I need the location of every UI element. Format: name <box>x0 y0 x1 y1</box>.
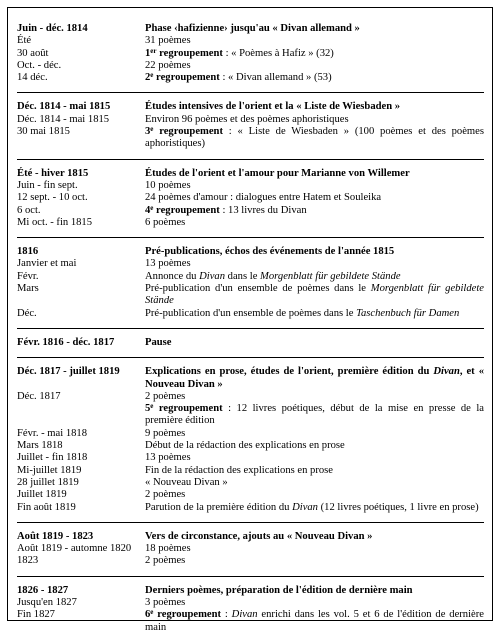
ordinal-suffix: e <box>150 125 154 134</box>
entry-text: Annonce du <box>145 270 200 282</box>
entry-row <box>17 489 484 501</box>
entry-date: Oct. - déc. <box>17 59 62 71</box>
period-title <box>145 366 484 391</box>
entry-text: « Nouveau Divan » <box>145 476 228 488</box>
entry-row <box>17 452 484 464</box>
entry-italic: Divan <box>231 609 258 621</box>
entry-text: Fin de la rédaction des explications en prose <box>145 464 333 476</box>
entry-row <box>17 308 484 320</box>
period-title <box>145 337 484 349</box>
entry-date: Juillet 1819 <box>17 489 67 501</box>
entry-text-2: dans le <box>225 270 261 282</box>
period-section <box>17 159 484 237</box>
entry-row <box>17 428 484 440</box>
entry-description <box>145 452 484 464</box>
period-title <box>145 585 484 597</box>
entry-text: Pré-publication d'un ensemble de poèmes dans le <box>145 283 371 295</box>
entry-description <box>145 543 484 555</box>
entry-description <box>145 597 484 609</box>
entry-row <box>17 205 484 217</box>
entry-italic: Morgenblatt für gebildete Stände <box>145 283 484 307</box>
period-title-text: Vers de circonstance, ajouts au « Nouveau Divan » <box>145 530 373 542</box>
entry-date: Jusqu'en 1827 <box>17 596 77 608</box>
entry-text: 31 poèmes <box>145 35 191 47</box>
entry-text: 6 poèmes <box>145 216 186 228</box>
period-header <box>17 585 484 597</box>
period-header <box>17 101 484 113</box>
entry-date: Mars 1818 <box>17 440 63 452</box>
entry-text: 24 poèmes d'amour : dialogues entre Hatem et Souleika <box>145 192 382 204</box>
entry-text: : 13 livres du Divan <box>219 204 307 216</box>
entry-row <box>17 72 484 84</box>
entry-text: 2 poèmes <box>145 489 186 501</box>
period-title <box>145 168 484 180</box>
entry-date: 14 déc. <box>17 72 48 84</box>
period-title <box>145 531 484 543</box>
period-title-text: Explications en prose, études de l'orient, première édition du <box>145 366 434 378</box>
entry-row <box>17 543 484 555</box>
entry-date: Janvier et mai <box>17 258 77 270</box>
period-title <box>145 246 484 258</box>
ordinal-suffix: e <box>150 402 154 411</box>
period-section <box>17 328 484 357</box>
entry-description <box>145 555 484 567</box>
entry-date: 12 sept. - 10 oct. <box>17 192 88 204</box>
entry-description <box>145 72 484 84</box>
period-section <box>17 237 484 328</box>
entry-date: 30 août <box>17 47 49 59</box>
entry-date: 6 oct. <box>17 204 41 216</box>
entry-description <box>145 60 484 72</box>
entry-row <box>17 126 484 151</box>
entry-description <box>145 308 484 320</box>
entry-date <box>17 403 145 428</box>
entry-date: Été <box>17 35 32 47</box>
ordinal-suffix: e <box>150 71 154 80</box>
entry-date: Mi oct. - fin 1815 <box>17 216 93 228</box>
entry-date: Févr. <box>17 270 39 282</box>
entry-text: Parution de la première édition du <box>145 501 293 513</box>
period-range: Févr. 1816 - déc. 1817 <box>17 336 115 348</box>
entry-date: Juillet - fin 1818 <box>17 452 88 464</box>
entry-description <box>145 489 484 501</box>
entry-description <box>145 502 484 514</box>
entry-date: Fin août 1819 <box>17 501 76 513</box>
entry-text-2: enrichi dans les vol. 5 et 6 de l'édition de dernière main <box>145 609 484 633</box>
entry-italic: Divan <box>199 270 226 282</box>
period-title-tail: , et « Nouveau Divan » <box>145 366 484 390</box>
period-section <box>17 522 484 576</box>
entry-row <box>17 555 484 567</box>
entry-row <box>17 440 484 452</box>
entry-text: 13 poèmes <box>145 452 191 464</box>
period-section <box>17 23 484 92</box>
entry-description <box>145 403 484 428</box>
entry-description <box>145 35 484 47</box>
entry-description <box>145 258 484 270</box>
ordinal-suffix: er <box>150 46 157 55</box>
entry-italic: Divan <box>292 501 318 513</box>
regroupement-label: 5e regroupement <box>145 402 223 415</box>
entry-date: Mi-juillet 1819 <box>17 464 82 476</box>
period-range: Juin - déc. 1814 <box>17 23 88 34</box>
period-title-italic: Divan <box>433 366 460 378</box>
entry-text: 22 poèmes <box>145 59 191 71</box>
regroupement-label: 6e regroupement <box>145 608 222 621</box>
entry-row <box>17 502 484 514</box>
entry-date: Déc. 1814 - mai 1815 <box>17 113 110 125</box>
entry-text: Début de la rédaction des explications en prose <box>145 440 345 452</box>
period-range: Déc. 1817 - juillet 1819 <box>17 366 120 378</box>
entry-description <box>145 477 484 489</box>
period-title <box>145 23 484 35</box>
entry-date: 1823 <box>17 555 39 567</box>
entry-row <box>17 271 484 283</box>
entry-description <box>145 48 484 60</box>
entry-text: 3 poèmes <box>145 596 186 608</box>
entry-text: 2 poèmes <box>145 390 186 402</box>
period-title-text: Études de l'orient et l'amour pour Marianne von Willemer <box>145 167 410 179</box>
entry-text: : « Poèmes à Hafiz » (32) <box>222 47 334 59</box>
entry-row <box>17 283 484 308</box>
period-range: Été - hiver 1815 <box>17 167 89 179</box>
entry-text: 13 poèmes <box>145 258 191 270</box>
entry-description <box>145 465 484 477</box>
entry-description <box>145 126 484 151</box>
period-title-text: Phase ‹hafizienne› jusqu'au « Divan allemand » <box>145 23 360 34</box>
entry-description <box>145 283 484 308</box>
entry-row <box>17 597 484 609</box>
regroupement-label: 1er regroupement <box>145 46 223 59</box>
entry-row <box>17 258 484 270</box>
entry-description <box>145 180 484 192</box>
entry-row <box>17 609 484 634</box>
period-header <box>17 337 484 349</box>
entry-description <box>145 114 484 126</box>
period-title-text: Derniers poèmes, préparation de l'édition de dernière main <box>145 584 413 596</box>
period-range: Août 1819 - 1823 <box>17 530 94 542</box>
entry-text: Pré-publication d'un ensemble de poèmes dans le <box>145 307 357 319</box>
entry-description <box>145 192 484 204</box>
period-header <box>17 366 484 391</box>
period-header <box>17 246 484 258</box>
entry-description <box>145 391 484 403</box>
entry-description <box>145 609 484 634</box>
period-title-text: Études intensives de l'orient et la « Liste de Wiesbaden » <box>145 101 401 113</box>
period-title-text: Pause <box>145 336 172 348</box>
regroupement-label: 3e regroupement <box>145 125 223 138</box>
entry-text-2: (12 livres poétiques, 1 livre en prose) <box>317 501 479 513</box>
entry-text: : « Liste de Wiesbaden » (100 poèmes et des poèmes aphoristiques) <box>145 126 484 150</box>
period-range: 1826 - 1827 <box>17 584 69 596</box>
chronology-table <box>7 7 493 633</box>
entry-row <box>17 48 484 60</box>
entry-text: : <box>221 609 232 621</box>
entry-date: Mars <box>17 283 39 295</box>
period-header <box>17 168 484 180</box>
entry-date: Déc. 1817 <box>17 390 61 402</box>
entry-description <box>145 217 484 229</box>
entry-row <box>17 60 484 72</box>
period-section <box>17 576 484 642</box>
entry-text: 9 poèmes <box>145 427 186 439</box>
entry-description <box>145 428 484 440</box>
period-title <box>145 101 484 113</box>
entry-row <box>17 192 484 204</box>
entry-date: Déc. <box>17 307 37 319</box>
entry-description <box>145 205 484 217</box>
entry-date: Fin 1827 <box>17 609 55 621</box>
regroupement-label: 2e regroupement <box>145 71 220 84</box>
entry-text: 18 poèmes <box>145 543 191 555</box>
period-section <box>17 357 484 522</box>
entry-text: 2 poèmes <box>145 555 186 567</box>
period-header <box>17 531 484 543</box>
entry-text: 10 poèmes <box>145 179 191 191</box>
ordinal-suffix: e <box>150 203 154 212</box>
period-range: 1816 <box>17 246 39 258</box>
period-header <box>17 23 484 35</box>
entry-row <box>17 35 484 47</box>
entry-row <box>17 217 484 229</box>
entry-date: Févr. - mai 1818 <box>17 427 88 439</box>
period-range: Déc. 1814 - mai 1815 <box>17 101 111 113</box>
entry-date: 28 juillet 1819 <box>17 476 79 488</box>
entry-date: Juin - fin sept. <box>17 179 78 191</box>
entry-row <box>17 465 484 477</box>
entry-row <box>17 114 484 126</box>
entry-row <box>17 403 484 428</box>
period-section <box>17 92 484 158</box>
entry-description <box>145 440 484 452</box>
entry-row <box>17 180 484 192</box>
entry-text: : « Divan allemand » (53) <box>219 72 332 84</box>
entry-italic: Taschenbuch für Damen <box>356 307 460 319</box>
entry-description <box>145 271 484 283</box>
entry-date: 30 mai 1815 <box>17 126 70 138</box>
entry-row <box>17 391 484 403</box>
entry-text: : 12 livres poétiques, début de la mise en presse de la première édition <box>145 403 484 427</box>
regroupement-label: 4e regroupement <box>145 203 220 216</box>
entry-italic-2: Morgenblatt für gebildete Stände <box>260 270 401 282</box>
entry-date: Août 1819 - automne 1820 <box>17 543 132 555</box>
period-title-text: Pré-publications, échos des événements de l'année 1815 <box>145 246 395 258</box>
entry-row <box>17 477 484 489</box>
entry-text: Environ 96 poèmes et des poèmes aphoristiques <box>145 113 349 125</box>
ordinal-suffix: e <box>150 608 154 617</box>
